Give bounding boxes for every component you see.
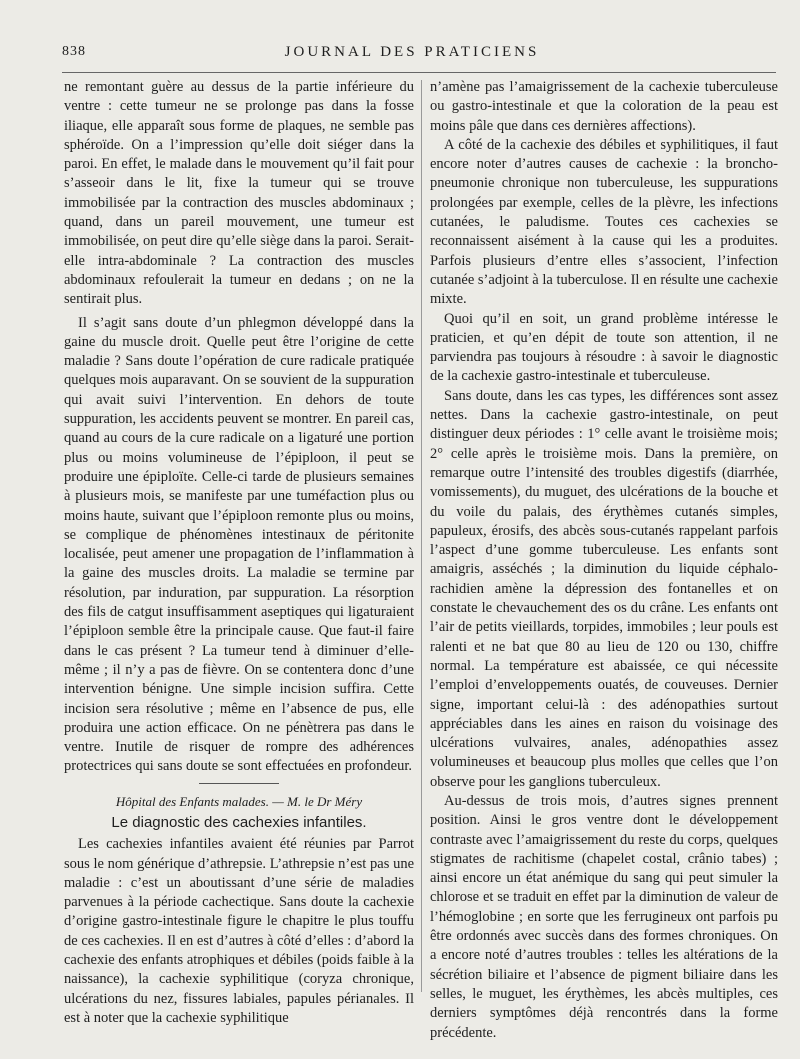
paragraph: n’amène pas l’amaigrissement de la cachexie tuberculeuse ou gastro-intestinale et que la coloration de la peau est moins pâle que dans ces dernières affections). <box>430 79 778 134</box>
paragraph: Sans doute, dans les cas types, les différences sont assez nettes. Dans la cachexie gastro-intestinale, on peut distinguer deux périodes : 1° celle avant le troisième mois; 2° celle après le troisième mois. Dans la première, on remarque outre l’intensité des troubles digestifs (diarrhée, vomissements), du muguet, des ulcérations de la bouche et du voile du palais, des érythèmes cutanés simples, papuleux, érosifs, des abcès sous-cutanés rappelant parfois l’aspect d’une gomme tuberculeuse. Les enfants sont amaigris, asséchés ; la diminution du liquide céphalo-rachidien amène la dépression des fontanelles et on constate le chevauchement des os du crâne. Les enfants ont l’air de petits vieillards, torpides, immobiles ; leur pouls est ralenti et ne bat que 80 au lieu de 120 ou 130, chiffre normal. La température est abaissée, ce qui nécessite l’emploi d’enveloppements ouatés, de couveuses. Dernier signe, important celui-là : des adénopathies surtout appréciables dans les aines en raison du voisinage des ulcérations vulvaires, anales, adénopathies assez volumineuses et beaucoup plus molles que celles que l’on observe pour les ganglions tuberculeux. <box>430 387 778 790</box>
paragraph: Les cachexies infantiles avaient été réunies par Parrot sous le nom générique d’athrepsie. L’athrepsie n’est pas une maladie : c’est un aboutissant d’une série de maladies parvenues à la période cachectique. Sans doute la cachexie d’origine gastro-intestinale figure le chapitre le plus touffu de ces cachexies. Il en est d’autres à côté d’elles : d’abord la cachexie des enfants atrophiques et débiles (poids faible à la naissance), la cachexie syphilitique (coryza chronique, ulcérations du nez, fissures labiales, papules périanales. Il est à noter que la cachexie syphilitique <box>64 836 414 1026</box>
paragraph: Il s’agit sans doute d’un phlegmon développé dans la gaine du muscle droit. Quelle peut être l’origine de cette maladie ? Sans doute l’opération de cure radicale pratiquée quelques mois auparavant. On se souvient de la suppuration qui avait suivi l’intervention. En dehors de toute suppuration, les accidents peuvent se montrer. En pareil cas, quand au cours de la cure radicale on a ligaturé une portion plus ou moins volumineuse de l’épiploon, il peut se produire une épiploïte. Celle-ci tarde de plusieurs semaines à plusieurs mois, se manifeste par une tuméfaction plus ou moins haute, suivant que l’épiploon remonte plus ou moins, se complique de phénomènes intestinaux de péritonite localisée, peut amener une propagation de l’inflammation à la gaine des muscles droits. La maladie se termine par résolution, par induration, par suppuration. La résorption des fils de catgut insuffisamment aseptiques qui ligaturaient l’épiploon semble être la principale cause. Que faut-il faire dans le cas présent ? La tumeur tend à diminuer d’elle-même ; il n’y a pas de fièvre. On se contentera donc d’une intervention bénigne. Une simple incision suffira. Cette incision sera résolutive ; même en l’absence de pus, elle produira une action efficace. On ne pénètrera pas dans le ventre. Inutile de risquer de rompre des adhérences protectrices qui sans doute se sont effectuées en profondeur. <box>64 314 414 775</box>
paragraph: Au-dessus de trois mois, d’autres signes prennent position. Ainsi le gros ventre dont le développement contraste avec l’amaigrissement du reste du corps, quelques stigmates de rachitisme (chapelet costal, crânio tabes) ; ainsi encore un état anémique du sang qui peut simuler la chlorose et se traduit en effet par la diminution de valeur de l’hémoglobine ; en sorte que les ferrugineux ont parfois pu être ordonnés avec succès dans des formes chroniques. On a encore noté d’autres troubles : telles les altérations de la sécrétion biliaire et l’absence de pigment biliaire dans les selles, le muguet, les érythèmes, les abcès multiples, ces derniers symptômes déjà rencontrés dans la forme précédente. <box>430 792 778 1041</box>
page-number: 838 <box>62 44 86 59</box>
right-column <box>430 78 778 1043</box>
left-column <box>64 78 414 1028</box>
paragraph: A côté de la cachexie des débiles et syphilitiques, il faut encore noter d’autres causes de cachexie : la broncho-pneumonie chronique non tuberculeuse, les suppurations prolongées par exemple, celles de la plèvre, les infections cutanées, le paludisme. Toutes ces cachexies se reconnaissent aisément à la cause qui les a produites. Parfois plusieurs d’entre elles s’associent, l’infection cutanée s’adjoint à la tuberculose. Il en résulte une cachexie mixte. <box>430 136 778 308</box>
section-rule <box>199 783 279 784</box>
service-line: Hôpital des Enfants malades. — M. le Dr Méry <box>115 793 363 809</box>
paragraph: Quoi qu’il en soit, un grand problème intéresse le praticien, et qu’en dépit de toute son attention, il ne parviendra pas toujours à résoudre : à savoir le diagnostic de la cachexie gastro-intestinale et tuberculeuse. <box>430 310 778 385</box>
page-header <box>62 44 762 66</box>
paragraph: ne remontant guère au dessus de la partie inférieure du ventre : cette tumeur ne se prolonge pas dans la fosse iliaque, elle apparaît sous forme de plaques, ne semble pas sphéroïde. On a l’impression qu’elle doit siéger dans la paroi. En effet, le malade dans le mouvement qu’il fait pour s’asseoir dans le lit, fixe la tumeur qui se trouve immobilisée par la contraction des muscles abdominaux ; quand, dans un pareil mouvement, une tumeur est immobilisée, on peut dire qu’elle siège dans la paroi. Serait-elle intra-abdominale ? La contraction des muscles abdominaux refoulerait la tumeur en dedans ; on ne la sentirait plus. <box>64 79 414 308</box>
journal-title: JOURNAL DES PRATICIENS <box>284 44 540 60</box>
article-title: Le diagnostic des cachexies infantiles. <box>111 813 367 831</box>
header-rule <box>62 72 776 73</box>
column-divider <box>421 80 422 992</box>
